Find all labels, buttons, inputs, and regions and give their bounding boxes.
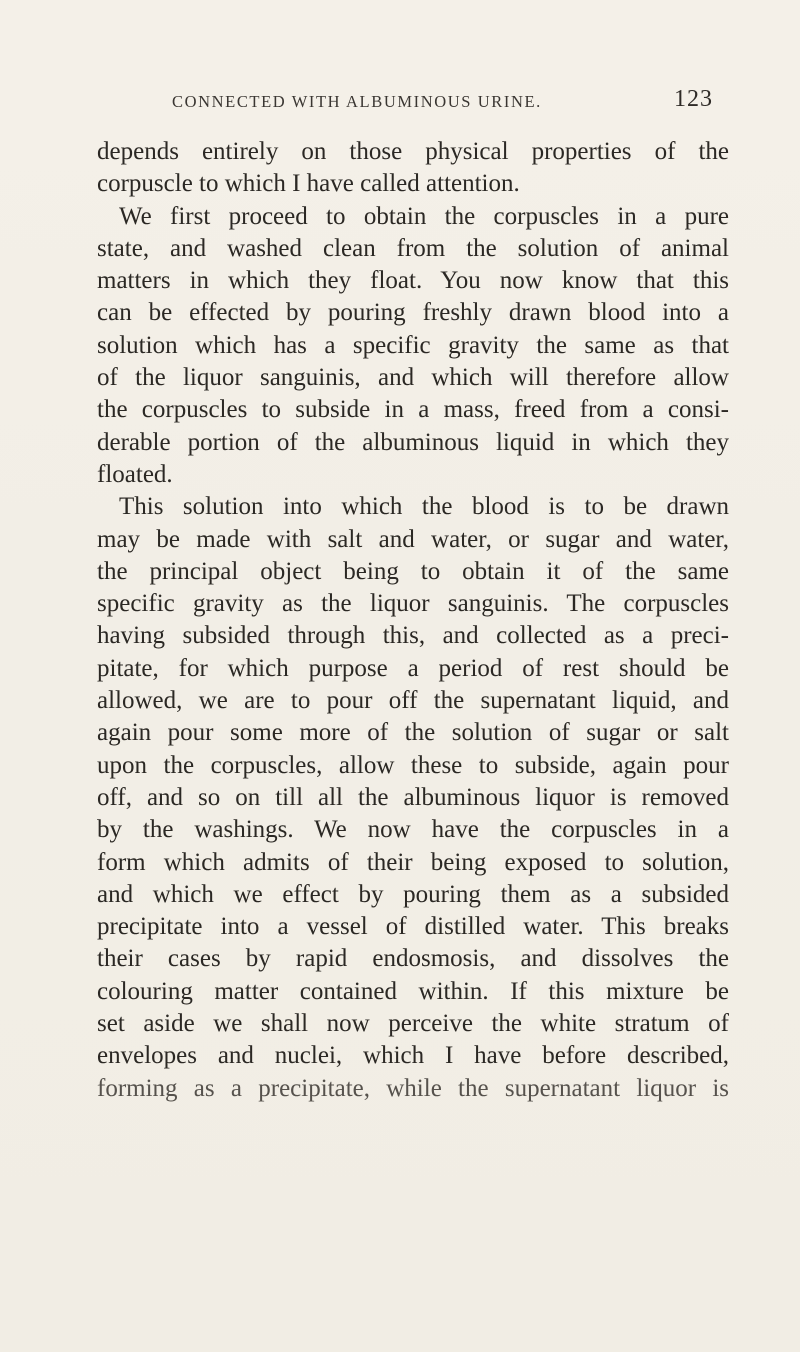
text-line: state, and washed clean from the solution of animal xyxy=(97,234,729,262)
text-line: specific gravity as the liquor sanguinis. The corpuscles xyxy=(97,590,729,618)
text-line: upon the corpuscles, allow these to subside, again pour xyxy=(97,751,729,779)
text-line: forming as a precipitate, while the supernatant liquor is xyxy=(97,1074,729,1102)
text-line: again pour some more of the solution of sugar or salt xyxy=(97,719,729,747)
text-line: envelopes and nuclei, which I have before described, xyxy=(97,1042,729,1070)
text-line: matters in which they float. You now know that this xyxy=(97,267,729,295)
text-line: colouring matter contained within. If this mixture be xyxy=(97,977,729,1005)
text-line: can be effected by pouring freshly drawn blood into a xyxy=(97,299,729,327)
text-line: solution which has a specific gravity the same as that xyxy=(97,331,729,359)
text-line: derable portion of the albuminous liquid in which they xyxy=(97,428,729,456)
text-line: the principal object being to obtain it of the same xyxy=(97,557,729,585)
text-line: pitate, for which purpose a period of rest should be xyxy=(97,654,729,682)
text-line: depends entirely on those physical properties of the xyxy=(97,138,729,165)
text-line: floated. xyxy=(97,460,173,488)
text-line: and which we effect by pouring them as a subsided xyxy=(97,880,729,908)
text-line: precipitate into a vessel of distilled water. This breaks xyxy=(97,913,729,941)
text-line: may be made with salt and water, or sugar and water, xyxy=(97,525,729,553)
text-line: set aside we shall now perceive the white stratum of xyxy=(97,1010,729,1038)
text-line: the corpuscles to subside in a mass, freed from a consi- xyxy=(97,396,729,424)
text-line: corpuscle to which I have called attention. xyxy=(97,170,520,198)
text-line: This solution into which the blood is to be drawn xyxy=(119,493,729,521)
text-line: off, and so on till all the albuminous liquor is removed xyxy=(97,783,729,811)
running-head: CONNECTED WITH ALBUMINOUS URINE. xyxy=(172,92,542,111)
text-line: by the washings. We now have the corpuscles in a xyxy=(97,816,729,844)
text-line: having subsided through this, and collected as a preci- xyxy=(97,622,729,650)
text-line: form which admits of their being exposed to solution, xyxy=(97,848,729,876)
page-number: 123 xyxy=(674,86,713,112)
body-text xyxy=(97,136,729,1105)
text-line: their cases by rapid endosmosis, and dissolves the xyxy=(97,945,729,973)
text-line: of the liquor sanguinis, and which will therefore allow xyxy=(97,364,729,392)
text-line: We first proceed to obtain the corpuscles in a pure xyxy=(119,202,729,230)
text-line: allowed, we are to pour off the supernatant liquid, and xyxy=(97,687,729,715)
